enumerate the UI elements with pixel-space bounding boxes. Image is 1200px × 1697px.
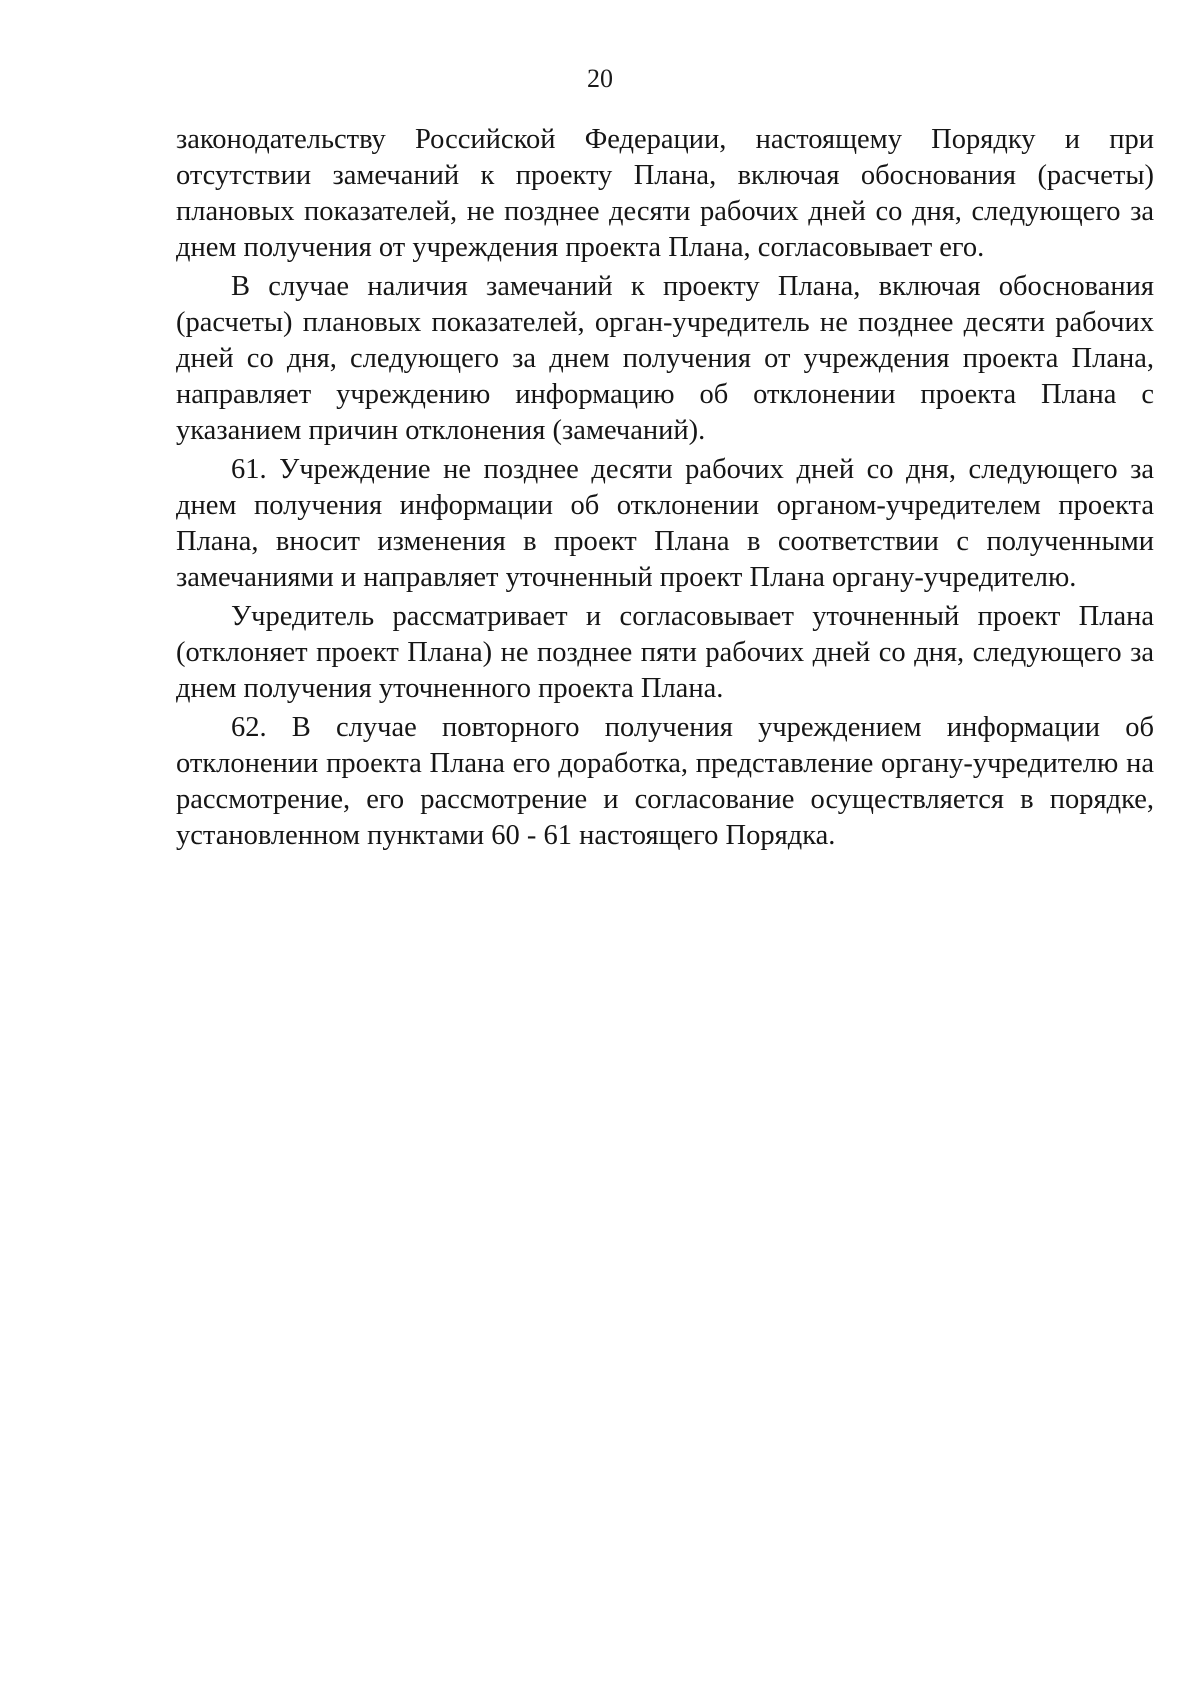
document-body	[176, 122, 1154, 857]
page-number: 20	[587, 64, 613, 93]
paragraph-item-61: 61. Учреждение не позднее десяти рабочих дней со дня, следующего за днем получения информации об отклонении органом-учредителем проекта Плана, вносит изменения в проект Плана в соответствии с полученными замечаниями и направляет уточненный проект Плана органу-учредителю.	[176, 454, 1154, 593]
paragraph-founder-approval: Учредитель рассматривает и согласовывает уточненный проект Плана (отклоняет проект Плана) не позднее пяти рабочих дней со дня, следующего за днем получения уточненного проекта Плана.	[176, 601, 1154, 704]
paragraph-remarks: В случае наличия замечаний к проекту Плана, включая обоснования (расчеты) плановых показателей, орган-учредитель не позднее десяти рабочих дней со дня, следующего за днем получения от учреждения проекта Плана, направляет учреждению информацию об отклонении проекта Плана с указанием причин отклонения (замечаний).	[176, 271, 1154, 446]
paragraph-continuation: законодательству Российской Федерации, настоящему Порядку и при отсутствии замечаний к проекту Плана, включая обоснования (расчеты) плановых показателей, не позднее десяти рабочих дней со дня, следующего за днем получения от учреждения проекта Плана, согласовывает его.	[176, 124, 1154, 263]
paragraph-item-62: 62. В случае повторного получения учреждением информации об отклонении проекта Плана его доработка, представление органу-учредителю на рассмотрение, его рассмотрение и согласование осуществляется в порядке, установленном пунктами 60 - 61 настоящего Порядка.	[176, 712, 1154, 851]
